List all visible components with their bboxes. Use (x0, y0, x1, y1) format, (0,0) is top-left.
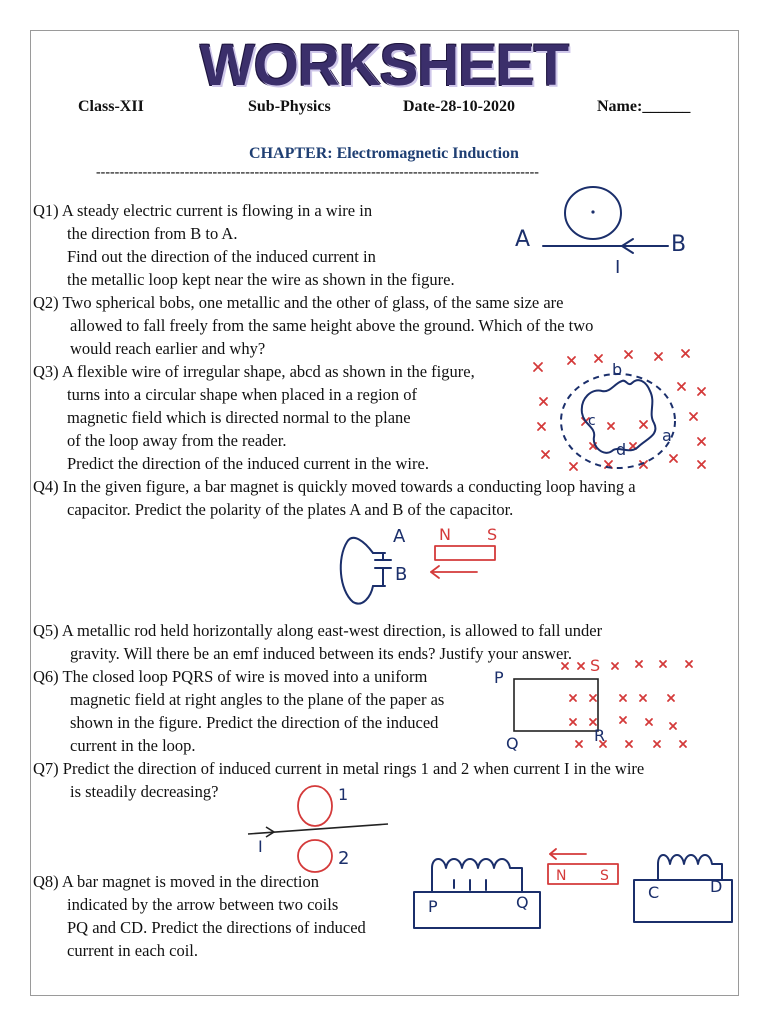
coil-p-label: P (428, 897, 438, 916)
worksheet-title: WORKSHEET (200, 33, 568, 98)
date-label: Date-28-10-2020 (403, 98, 515, 115)
question-6 (33, 665, 444, 757)
question-line: magnetic field at right angles to the plane of the paper as (70, 690, 445, 709)
question-line: magnetic field which is directed normal to the plane (67, 408, 411, 427)
figure-q3-flexible-loop (530, 343, 715, 478)
question-8 (33, 870, 366, 962)
question-line: turns into a circular shape when placed in a region of (67, 385, 418, 404)
question-line: Find out the direction of the induced current in (67, 247, 376, 266)
class-label: Class-XII (78, 98, 144, 115)
question-4 (33, 475, 636, 521)
corner-s-label: S (590, 657, 601, 675)
question-line: gravity. Will there be an emf induced between its ends? Justify your answer. (70, 644, 572, 663)
label-b: b (612, 360, 623, 379)
question-line: Q6) The closed loop PQRS of wire is moved into a uniform (33, 667, 428, 686)
label-current: I (615, 257, 621, 278)
subject-label: Sub-Physics (248, 98, 331, 115)
label-b: B (671, 232, 687, 257)
question-line: the metallic loop kept near the wire as shown in the figure. (67, 270, 455, 289)
question-line: Q5) A metallic rod held horizontally along east-west direction, is allowed to fall under (33, 621, 603, 640)
label-a: A (515, 227, 531, 252)
question-line: Q4) In the given figure, a bar magnet is quickly moved towards a conducting loop having a (33, 477, 636, 496)
figure-q1-wire-loop (505, 185, 705, 280)
current-label: I (258, 837, 263, 856)
figure-q4-magnet-capacitor (335, 520, 515, 610)
coil-c-label: C (648, 883, 660, 902)
divider-line: ----------------------------------------------------------------------------------------------- (96, 165, 539, 180)
question-line: current in each coil. (67, 941, 199, 960)
question-line: Q7) Predict the direction of induced current in metal rings 1 and 2 when current I in the wire (33, 759, 645, 778)
question-2 (33, 291, 593, 360)
question-line: would reach earlier and why? (70, 339, 266, 358)
coil-d-label: D (710, 877, 723, 896)
question-line: PQ and CD. Predict the directions of induced (67, 918, 366, 937)
name-field: Name:______ (597, 98, 691, 115)
question-line: Q2) Two spherical bobs, one metallic and the other of glass, of the same size are (33, 293, 564, 312)
question-1 (33, 199, 455, 291)
corner-q-label: Q (506, 734, 519, 753)
corner-p-label: P (494, 668, 504, 687)
question-line: current in the loop. (70, 736, 196, 755)
figure-q8-coils-magnet (410, 840, 735, 935)
question-line: of the loop away from the reader. (67, 431, 287, 450)
question-line: Q1) A steady electric current is flowing in a wire in (33, 201, 373, 220)
question-line: capacitor. Predict the polarity of the plates A and B of the capacitor. (67, 500, 514, 519)
label-d: d (616, 440, 627, 459)
question-line: shown in the figure. Predict the direction of the induced (70, 713, 439, 732)
question-line: the direction from B to A. (67, 224, 238, 243)
figure-q7-rings (240, 780, 420, 880)
chapter-title: CHAPTER: Electromagnetic Induction (249, 145, 519, 162)
north-label: N (439, 525, 451, 544)
question-line: is steadily decreasing? (70, 782, 219, 801)
question-3 (33, 360, 475, 475)
ring-2-label: 2 (338, 848, 350, 869)
plate-a-label: A (393, 526, 406, 547)
question-line: allowed to fall freely from the same height above the ground. Which of the two (70, 316, 594, 335)
label-c: c (588, 413, 596, 429)
question-line: indicated by the arrow between two coils (67, 895, 339, 914)
question-line: Predict the direction of the induced current in the wire. (67, 454, 429, 473)
coil-q-label: Q (516, 893, 529, 912)
label-a: a (662, 426, 672, 445)
plate-b-label: B (395, 564, 408, 585)
ring-1-label: 1 (338, 785, 349, 804)
north-label: N (556, 868, 567, 884)
question-line: Q3) A flexible wire of irregular shape, abcd as shown in the figure, (33, 362, 475, 381)
question-line: Q8) A bar magnet is moved in the direction (33, 872, 319, 891)
south-label: S (600, 868, 609, 884)
south-label: S (487, 525, 498, 544)
corner-r-label: R (594, 726, 606, 745)
figure-q6-pqrs-loop (490, 657, 710, 757)
